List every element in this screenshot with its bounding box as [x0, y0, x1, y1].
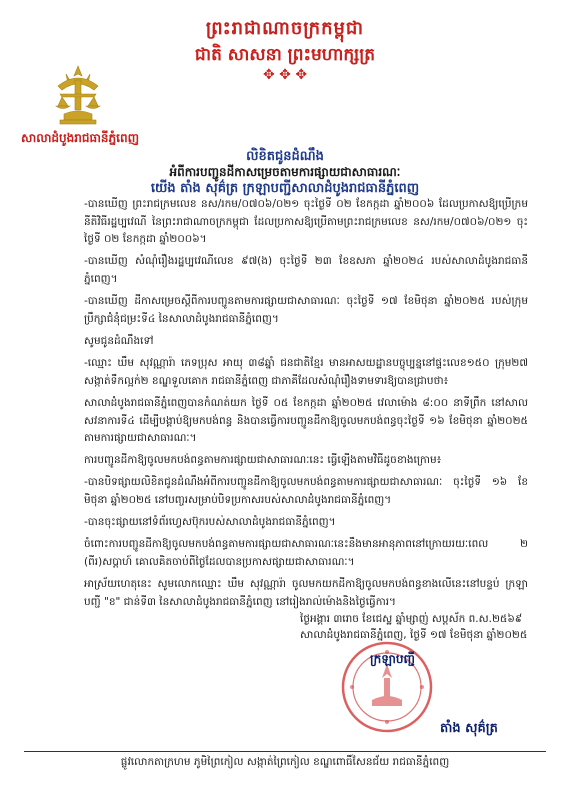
notice-subject: អំពីការបញ្ជូនដីកាសម្រេចតាមការផ្សាយជាសាធារណៈ	[169, 165, 401, 179]
paragraph-instruction: អាស្រ័យហេតុនេះ សូមលោកឈ្មោះ ឃឹម សុវណ្ណារ៉ា ចូលមកយកដីកាឱ្យចូលមកបង់ពន្ធខាងលើនេះនៅបន្ទប់ ក្រឡា បញ្ជី "ខ" ជាន់ទី៣ នៃសាលាដំបូងរាជធានីភ្នំពេញ នៅរៀងរាល់ម៉ោងនិងថ្ងៃធ្វើការ។	[84, 578, 528, 608]
footer-divider	[24, 751, 546, 752]
paragraph-recipient: -ឈ្មោះ ឃឹម សុវណ្ណារ៉ា ភេទប្រុស អាយុ ៣៨ឆ្នាំ ជនជាតិខ្មែរ មានអាសយដ្ឋានបច្ចុប្បន្ននៅផ្ទះលេខ១៥០ ក្រុម២៧ សង្កាត់ទឹកល្អក់២ ខណ្ឌទួលគោក រាជធានីភ្នំពេញ ជាភាគីដែលសំណុំរឿងទាមទារឱ្យបានជ្រាបថា៖	[84, 357, 528, 387]
paragraph-effect: ចំពោះការបញ្ជូនដីកាឱ្យចូលមកបង់ពន្ធតាមការផ្សាយជាសាធារណៈនេះនឹងមានអានុភាពនៅក្រោយរយៈពេល ២ (ពីរ)សប្ដាហ៍ គោលគិតចាប់ពីថ្ងៃដែលបានប្រកាសផ្សាយជាសាធារណៈ។	[84, 538, 528, 569]
paragraph-method-facebook: -បានចុះផ្សាយនៅទំព័រហ្វេសប៊ុករបស់សាលាដំបូងរាជធានីភ្នំពេញ។	[84, 516, 336, 529]
court-emblem-icon	[48, 64, 108, 128]
notice-body	[58, 196, 528, 616]
paragraph-method-intro: ការបញ្ជូនដីកាឱ្យចូលមកបង់ពន្ធតាមការផ្សាយជាសាធារណៈនេះ ធ្វើឡើងតាមវិធីដូចខាងក្រោម៖	[84, 454, 442, 467]
paragraph-notify-to: សូមជូនដំណឹងទៅ	[84, 334, 154, 347]
notice-issuer: យើង តាំង សុគ៌ត្រ ក្រឡាបញ្ជីសាលាដំបូងរាជធានីភ្នំពេញ	[150, 181, 420, 196]
court-name: សាលាដំបូងរាជធានីភ្នំពេញ	[20, 131, 140, 145]
kingdom-heading: ព្រះរាជាណាចក្រកម្ពុជា	[205, 18, 365, 39]
signatory-name: តាំង សុគ៌ត្រ	[440, 721, 498, 736]
paragraph-method-posting: -បានបិទផ្សាយលិខិតជូនដំណឹងអំពីការបញ្ជូនដីកាឱ្យចូលមកបង់ពន្ធតាមការផ្សាយជាសាធារណៈ ចុះថ្ងៃទី ១៦ ខែមិថុនា ឆ្នាំ២០២៥ នៅបញ្ចរសម្រាប់បិទប្រកាសរបស់សាលាដំបូងរាជធានីភ្នំពេញ។	[84, 476, 528, 507]
lunar-date: ថ្ងៃអង្គារ ៣រោច ខែជេស្ឋ ឆ្នាំម្សាញ់ សប្តស័ក ព.ស.២៥៦៩	[300, 613, 523, 625]
paragraph-case-reference: -បានឃើញ សំណុំរឿងរដ្ឋប្បវេណីលេខ ៩៧(ង) ចុះថ្ងៃទី ២៣ ខែឧសភា ឆ្នាំ២០២៤ របស់សាលាដំបូងរាជធានីភ្នំពេញ។	[84, 255, 528, 285]
header-ornament: ✥ ✥ ✥	[262, 67, 308, 83]
notice-title: លិខិតជូនដំណឹង	[246, 149, 324, 164]
paragraph-code-reference: -បានឃើញ ព្រះរាជក្រមលេខ នស/រកម/០៧០៦/០២១ ចុះថ្ងៃទី ០២ ខែកក្កដា ឆ្នាំ២០០៦ ដែលប្រកាសឱ្យប្រើក្រមនីតិវិធីរដ្ឋប្បវេណី នៃព្រះរាជាណាចក្រកម្ពុជា ដែលប្រកាសឱ្យប្រើតាមព្រះរាជក្រមលេខ នស/រកម/០៧០៦/០២១ ចុះថ្ងៃទី ០២ ខែកក្កដា ឆ្នាំ២០០៦។	[84, 198, 528, 246]
seal-title: ក្រឡាបញ្ជី	[370, 652, 415, 666]
national-motto: ជាតិ សាសនា ព្រះមហាក្សត្រ	[194, 45, 376, 65]
paragraph-decision-reference: -បានឃើញ ដីកាសម្រេចស្ដីពីការបញ្ជូនតាមការផ្សាយជាសាធារណៈ ចុះថ្ងៃទី ១៧ ខែមិថុនា ឆ្នាំ២០២៥ របស់ក្រុមប្រឹក្សាជំនុំជម្រះទី៤ នៃសាលាដំបូងរាជធានីភ្នំពេញ។	[84, 295, 528, 325]
solar-date: សាលាដំបូងរាជធានីភ្នំពេញ, ថ្ងៃទី ១៧ ខែមិថុនា ឆ្នាំ២០២៥	[300, 629, 528, 641]
paragraph-hearing: សាលាដំបូងរាជធានីភ្នំពេញបានកំណត់យក ថ្ងៃទី ០៥ ខែកក្កដា ឆ្នាំ២០២៥ វេលាម៉ោង ៨:០០ នាទីព្រឹក នៅសាលសវនាការទី៤ ដើម្បីបង្គាប់ឱ្យមកបង់ពន្ធ និងបានធ្វើការបញ្ជូនដីកាឱ្យចូលមកបង់ពន្ធចុះថ្ងៃទី ១៦ ខែមិថុនា ឆ្នាំ២០២៥ តាមការផ្សាយជាសាធារណៈ។	[84, 396, 528, 445]
footer-address: ផ្លូវលោកតាក្រហម ភូមិព្រៃកៀល សង្កាត់ព្រៃកៀល ខណ្ឌពោធិ៍សែនជ័យ រាជធានីភ្នំពេញ	[120, 756, 450, 768]
